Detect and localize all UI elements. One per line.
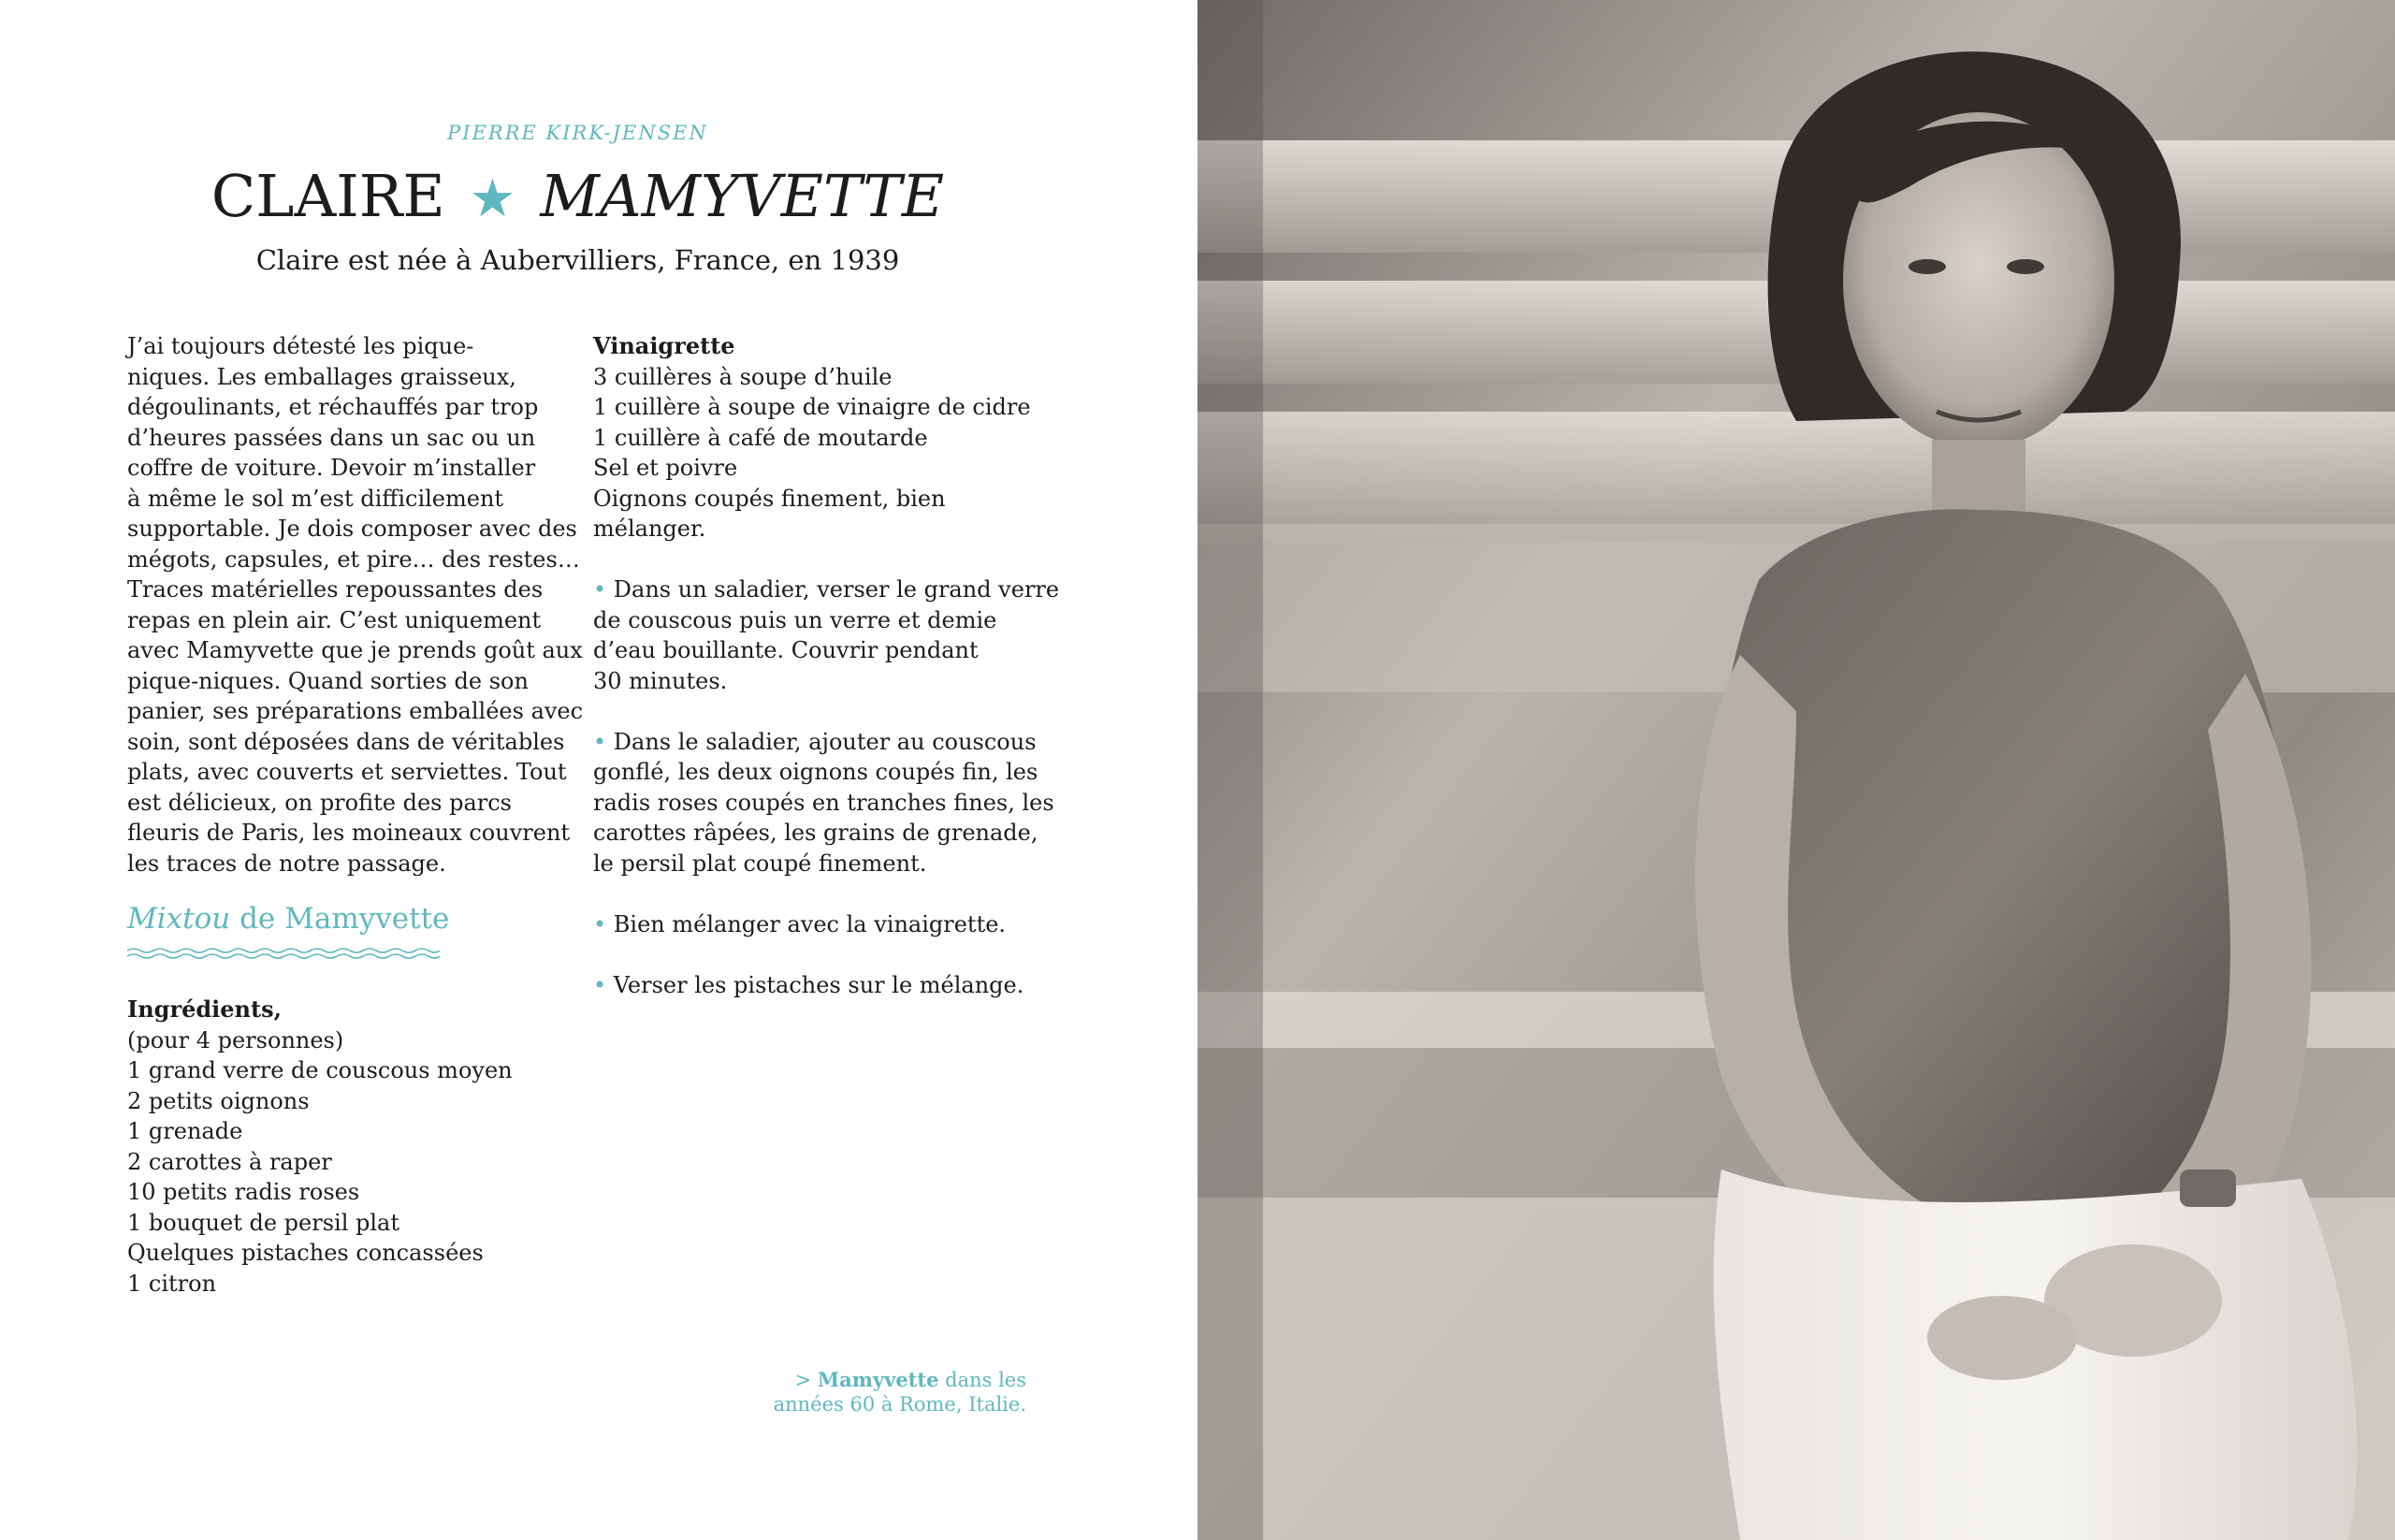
vinaigrette-line: 1 cuillère à café de moutarde bbox=[593, 424, 928, 451]
step-line: d’eau bouillante. Couvrir pendant bbox=[593, 637, 979, 663]
author-name: PIERRE KIRK-JENSEN bbox=[447, 122, 708, 144]
story-line: Traces matérielles repoussantes des bbox=[127, 576, 544, 603]
step-line: radis roses coupés en tranches fines, les bbox=[593, 789, 1054, 816]
story-line: coffre de voiture. Devoir m’installer bbox=[127, 455, 536, 481]
step-2 bbox=[593, 727, 1042, 758]
subtitle: Claire est née à Aubervilliers, France, en 1939 bbox=[255, 244, 900, 276]
recipe-title-italic: Mixtou bbox=[127, 902, 231, 936]
story-line: pique-niques. Quand sorties de son bbox=[127, 667, 529, 694]
step-text: Dans un saladier, verser le grand verre bbox=[606, 576, 1060, 603]
story-line: panier, ses préparations emballées avec bbox=[127, 698, 584, 724]
ingredient-item: 2 carottes à raper bbox=[127, 1148, 332, 1175]
ingredient-item: 2 petits oignons bbox=[127, 1087, 310, 1114]
story-line: dégoulinants, et réchauffés par trop bbox=[127, 394, 539, 420]
step-text: Dans le saladier, ajouter au couscous bbox=[606, 728, 1037, 755]
recipe-title bbox=[127, 900, 449, 937]
bullet-icon: • bbox=[593, 971, 607, 998]
vinaigrette-line: 3 cuillères à soupe d’huile bbox=[593, 363, 893, 390]
story-line: à même le sol m’est difficilement bbox=[127, 485, 504, 512]
step-3 bbox=[593, 909, 1042, 940]
recipe-steps-column bbox=[593, 331, 1060, 1000]
ingredient-item: 1 grenade bbox=[127, 1118, 243, 1144]
vinaigrette-line: 1 cuillère à soupe de vinaigre de cidre bbox=[593, 394, 1031, 420]
story-line: mégots, capsules, et pire… des restes… bbox=[127, 545, 580, 573]
page-title bbox=[0, 159, 1155, 237]
step-line: gonflé, les deux oignons coupés fin, les bbox=[593, 759, 1038, 785]
step-line: le persil plat coupé finement. bbox=[593, 850, 927, 877]
bullet-icon: • bbox=[593, 728, 607, 755]
bullet-icon: • bbox=[593, 576, 607, 603]
star-icon: ★ bbox=[469, 168, 516, 229]
caption-line2: années 60 à Rome, Italie. bbox=[773, 1393, 1026, 1416]
story-line: supportable. Je dois composer avec des bbox=[127, 516, 577, 542]
title-nickname: MAMYVETTE bbox=[540, 162, 945, 230]
story-line: repas en plein air. C’est uniquement bbox=[127, 606, 542, 633]
recipe-title-rest: de Mamyvette bbox=[230, 902, 450, 936]
title-first-name: CLAIRE bbox=[210, 162, 445, 230]
photo-illustration bbox=[1198, 0, 2395, 1540]
story-line: J’ai toujours détesté les pique- bbox=[127, 333, 474, 359]
vinaigrette-heading: Vinaigrette bbox=[593, 332, 735, 359]
story-line: niques. Les emballages graisseux, bbox=[127, 363, 516, 390]
caption-line1: dans les bbox=[938, 1369, 1026, 1391]
story-line: fleuris de Paris, les moineaux couvrent bbox=[127, 820, 571, 846]
ingredient-item: 1 grand verre de couscous moyen bbox=[127, 1057, 513, 1083]
vinaigrette-line: Oignons coupés finement, bien bbox=[593, 485, 946, 512]
wave-divider bbox=[127, 947, 440, 960]
story-line: d’heures passées dans un sac ou un bbox=[127, 424, 536, 451]
vinaigrette-line: Sel et poivre bbox=[593, 455, 738, 481]
ingredient-item: 1 bouquet de persil plat bbox=[127, 1209, 399, 1236]
caption-name: Mamyvette bbox=[817, 1368, 939, 1391]
ingredient-item: Quelques pistaches concassées bbox=[127, 1240, 484, 1266]
story-line: soin, sont déposées dans de véritables bbox=[127, 728, 565, 755]
vinaigrette-line: mélanger. bbox=[593, 516, 706, 542]
portrait-photo bbox=[1198, 0, 2395, 1540]
story-line: plats, avec couverts et serviettes. Tout bbox=[127, 759, 567, 785]
story-column bbox=[127, 331, 584, 879]
story-line: avec Mamyvette que je prends goût aux bbox=[127, 637, 583, 663]
ingredients-list bbox=[127, 995, 567, 1299]
story-line: est délicieux, on profite des parcs bbox=[127, 789, 512, 816]
story-line: les traces de notre passage. bbox=[127, 850, 446, 877]
ingredient-item: 1 citron bbox=[127, 1270, 217, 1297]
step-line: carottes râpées, les grains de grenade, bbox=[593, 820, 1038, 846]
step-4 bbox=[593, 970, 1042, 1001]
caption-prefix: > bbox=[794, 1369, 818, 1391]
servings: (pour 4 personnes) bbox=[127, 1026, 344, 1053]
step-line: de couscous puis un verre et demie bbox=[593, 606, 997, 633]
ingredients-heading: Ingrédients, bbox=[127, 995, 282, 1023]
step-1 bbox=[593, 574, 1060, 605]
photo-caption bbox=[727, 1368, 1026, 1417]
step-text: Bien mélanger avec la vinaigrette. bbox=[606, 910, 1007, 937]
step-text: Verser les pistaches sur le mélange. bbox=[606, 971, 1024, 998]
ingredient-item: 10 petits radis roses bbox=[127, 1179, 360, 1205]
step-line: 30 minutes. bbox=[593, 667, 728, 694]
bullet-icon: • bbox=[593, 910, 607, 937]
